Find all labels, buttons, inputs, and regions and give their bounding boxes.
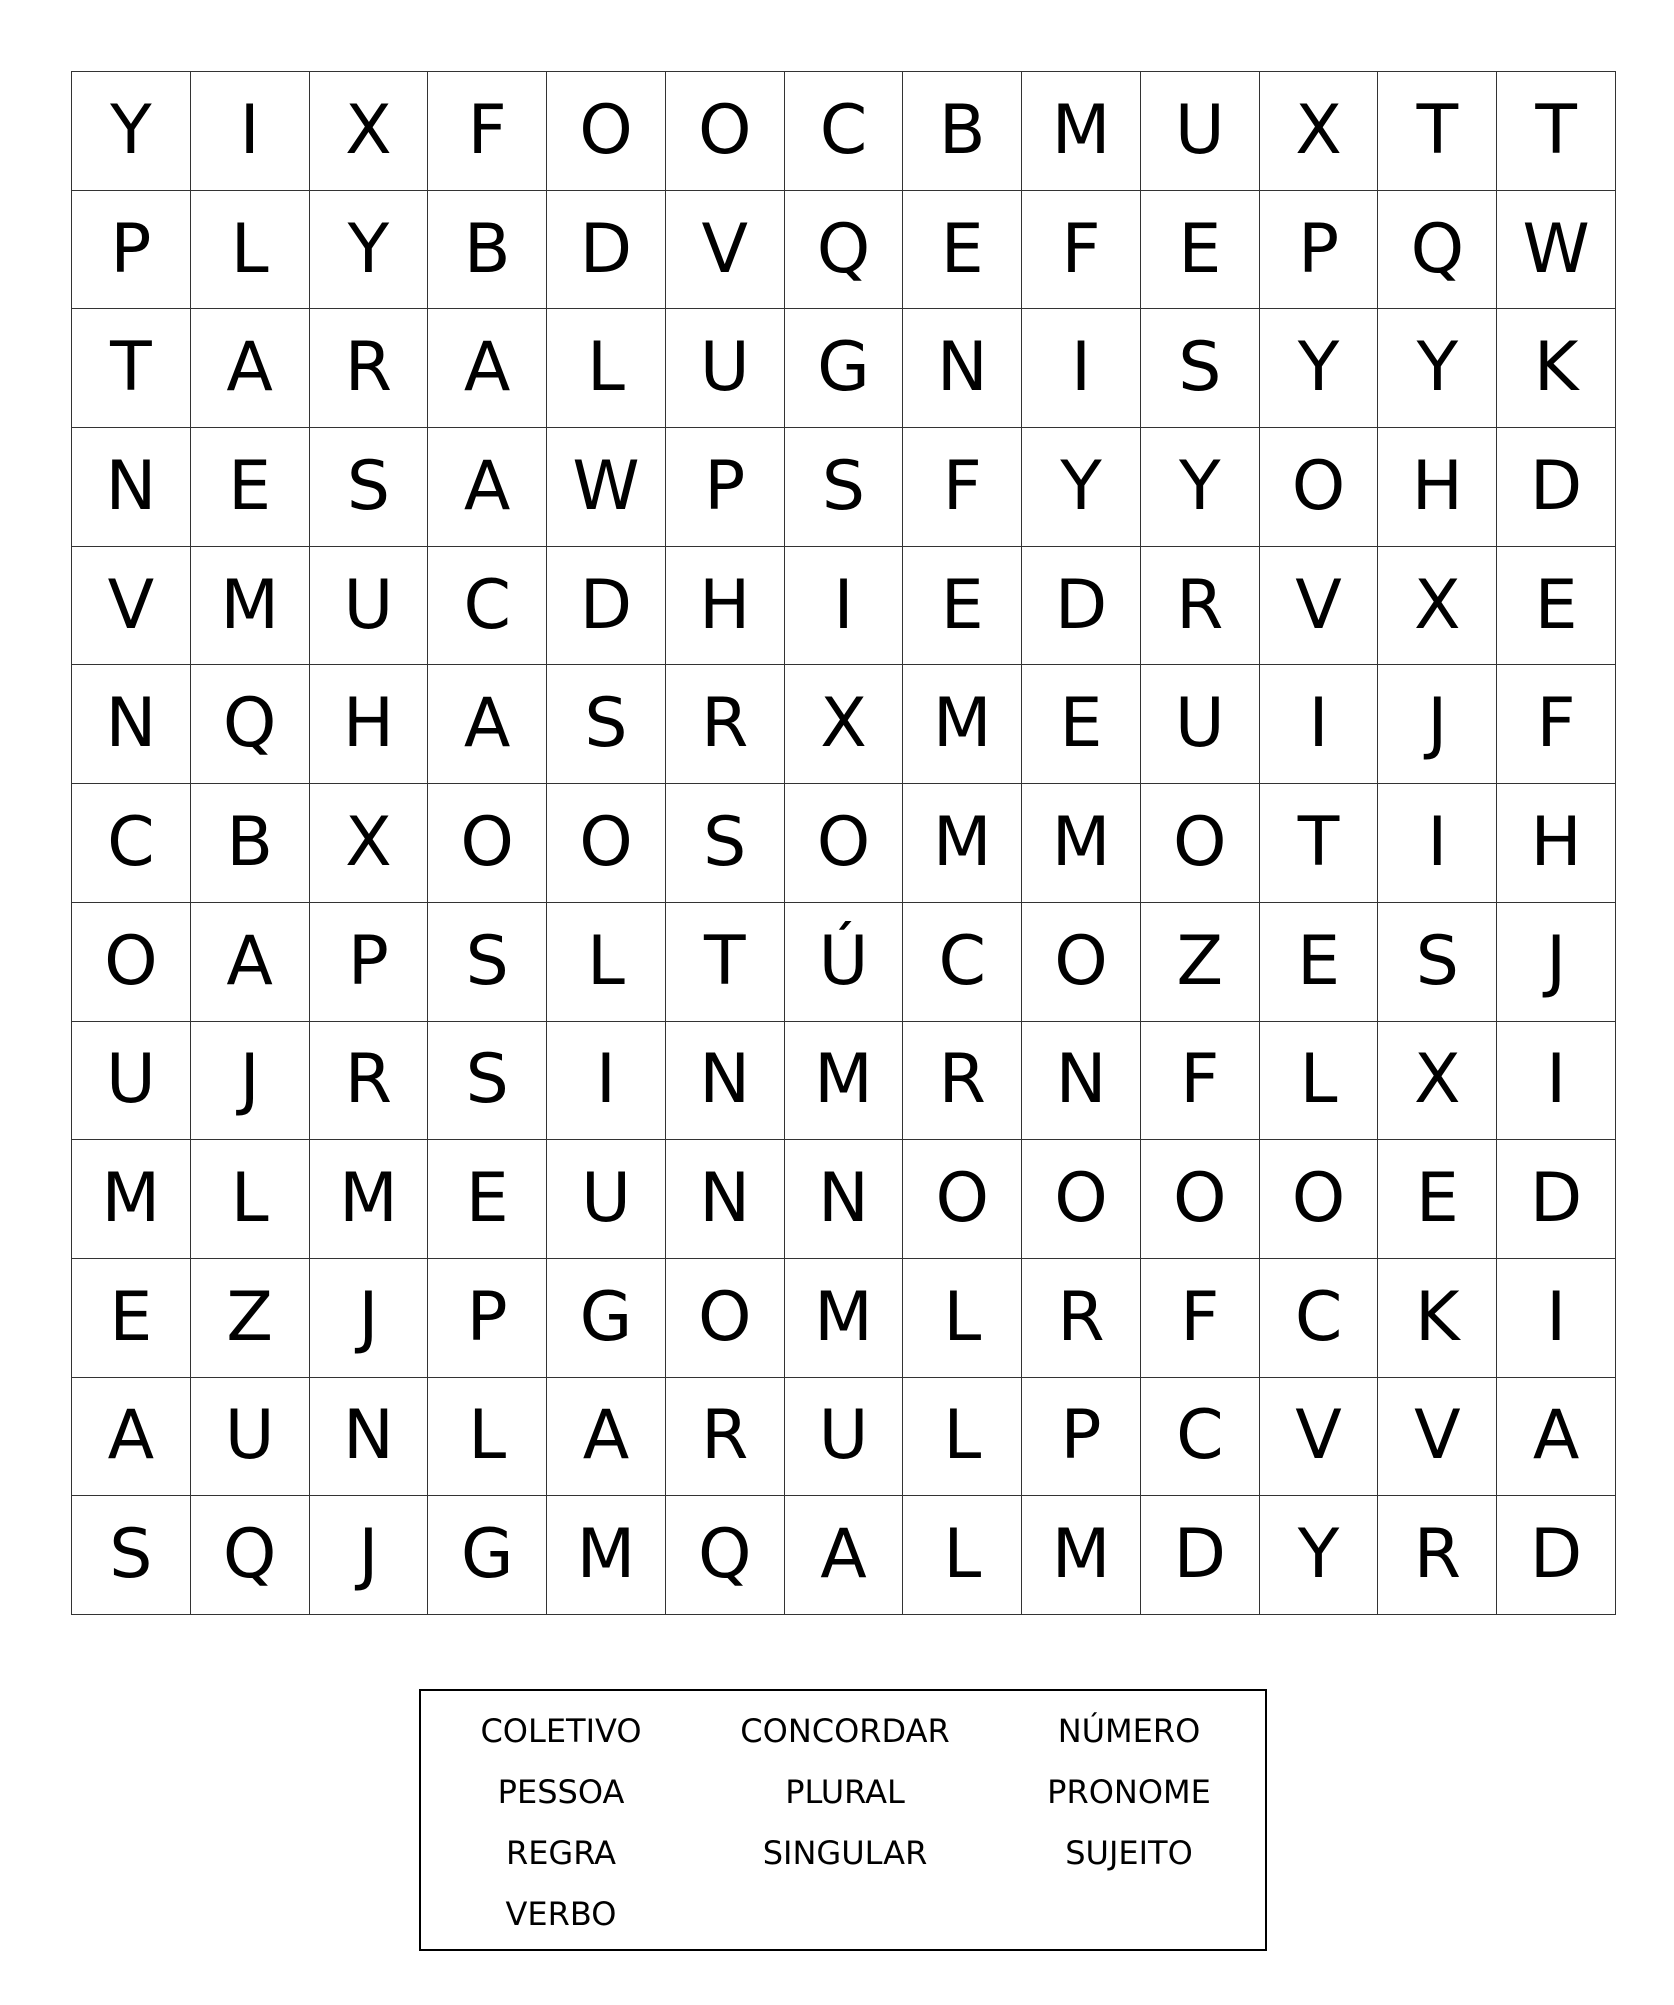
grid-cell[interactable]: N	[666, 1140, 785, 1259]
grid-cell[interactable]: D	[1497, 428, 1616, 547]
grid-cell[interactable]: S	[547, 665, 666, 784]
word-list-item: SINGULAR	[762, 1834, 928, 1872]
grid-cell[interactable]: D	[547, 191, 666, 310]
grid-cell[interactable]: R	[310, 309, 429, 428]
grid-cell[interactable]: O	[1022, 1140, 1141, 1259]
grid-cell[interactable]: V	[666, 191, 785, 310]
grid-cell[interactable]: A	[1497, 1378, 1616, 1497]
grid-cell[interactable]: Q	[666, 1496, 785, 1615]
grid-cell[interactable]: M	[310, 1140, 429, 1259]
grid-cell[interactable]: I	[785, 547, 904, 666]
grid-cell[interactable]: O	[903, 1140, 1022, 1259]
grid-cell[interactable]: X	[785, 665, 904, 784]
grid-cell[interactable]: J	[1497, 903, 1616, 1022]
grid-cell[interactable]: R	[666, 1378, 785, 1497]
grid-cell[interactable]: P	[72, 191, 191, 310]
grid-cell[interactable]: D	[547, 547, 666, 666]
grid-cell[interactable]: O	[1022, 903, 1141, 1022]
grid-cell[interactable]: O	[666, 1259, 785, 1378]
word-list-item: REGRA	[505, 1834, 617, 1872]
grid-cell[interactable]: E	[903, 191, 1022, 310]
grid-cell[interactable]: M	[191, 547, 310, 666]
grid-cell[interactable]: L	[428, 1378, 547, 1497]
grid-cell[interactable]: L	[903, 1378, 1022, 1497]
grid-cell[interactable]: K	[1497, 309, 1616, 428]
grid-cell[interactable]: B	[903, 72, 1022, 191]
grid-cell[interactable]: E	[72, 1259, 191, 1378]
grid-cell[interactable]: G	[428, 1496, 547, 1615]
grid-cell[interactable]: O	[547, 784, 666, 903]
grid-cell[interactable]: D	[1022, 547, 1141, 666]
word-list-item: PESSOA	[497, 1773, 625, 1811]
grid-cell[interactable]: S	[1378, 903, 1497, 1022]
grid-cell[interactable]: A	[72, 1378, 191, 1497]
grid-cell[interactable]: A	[785, 1496, 904, 1615]
grid-cell[interactable]: S	[785, 428, 904, 547]
grid-cell[interactable]: P	[1260, 191, 1379, 310]
grid-cell[interactable]: A	[428, 428, 547, 547]
grid-cell[interactable]: T	[72, 309, 191, 428]
grid-cell[interactable]: J	[1378, 665, 1497, 784]
grid-cell[interactable]: F	[903, 428, 1022, 547]
grid-cell[interactable]: Ú	[785, 903, 904, 1022]
grid-cell[interactable]: F	[1497, 665, 1616, 784]
grid-cell[interactable]: K	[1378, 1259, 1497, 1378]
grid-cell[interactable]: X	[1260, 72, 1379, 191]
grid-cell[interactable]: H	[1497, 784, 1616, 903]
grid-cell[interactable]: Y	[72, 72, 191, 191]
grid-cell[interactable]: L	[191, 1140, 310, 1259]
grid-cell[interactable]: B	[428, 191, 547, 310]
grid-cell[interactable]: M	[903, 784, 1022, 903]
grid-cell[interactable]: Y	[1260, 1496, 1379, 1615]
grid-cell[interactable]: U	[1141, 665, 1260, 784]
grid-cell[interactable]: E	[1141, 191, 1260, 310]
grid-cell[interactable]: S	[310, 428, 429, 547]
grid-cell[interactable]: F	[1022, 191, 1141, 310]
grid-cell[interactable]: A	[191, 309, 310, 428]
grid-cell[interactable]: I	[191, 72, 310, 191]
word-list-item: NÚMERO	[1057, 1712, 1201, 1750]
grid-cell[interactable]: U	[310, 547, 429, 666]
grid-cell[interactable]: W	[547, 428, 666, 547]
grid-cell[interactable]: L	[903, 1496, 1022, 1615]
grid-cell[interactable]: I	[1497, 1022, 1616, 1141]
grid-cell[interactable]: N	[903, 309, 1022, 428]
grid-cell[interactable]: T	[1378, 72, 1497, 191]
grid-cell[interactable]: S	[428, 903, 547, 1022]
grid-cell[interactable]: R	[1022, 1259, 1141, 1378]
grid-cell[interactable]: R	[1378, 1496, 1497, 1615]
grid-cell[interactable]: E	[1378, 1140, 1497, 1259]
grid-cell[interactable]: P	[428, 1259, 547, 1378]
grid-cell[interactable]: L	[903, 1259, 1022, 1378]
word-search-grid	[71, 71, 1616, 1615]
grid-cell[interactable]: A	[428, 665, 547, 784]
grid-cell[interactable]: M	[903, 665, 1022, 784]
grid-cell[interactable]: T	[1497, 72, 1616, 191]
grid-cell[interactable]: C	[903, 903, 1022, 1022]
grid-cell[interactable]: L	[547, 903, 666, 1022]
grid-cell[interactable]: C	[428, 547, 547, 666]
grid-cell[interactable]: N	[72, 428, 191, 547]
grid-cell[interactable]: N	[666, 1022, 785, 1141]
grid-cell[interactable]: X	[1378, 1022, 1497, 1141]
grid-cell[interactable]: R	[903, 1022, 1022, 1141]
grid-cell[interactable]: N	[72, 665, 191, 784]
grid-cell[interactable]: X	[310, 72, 429, 191]
grid-cell[interactable]: U	[72, 1022, 191, 1141]
grid-cell[interactable]: E	[1260, 903, 1379, 1022]
grid-cell[interactable]: V	[1260, 1378, 1379, 1497]
grid-cell[interactable]: J	[310, 1259, 429, 1378]
grid-cell[interactable]: S	[72, 1496, 191, 1615]
grid-cell[interactable]: N	[1022, 1022, 1141, 1141]
grid-cell[interactable]: J	[310, 1496, 429, 1615]
grid-cell[interactable]: I	[1260, 665, 1379, 784]
grid-cell[interactable]: P	[1022, 1378, 1141, 1497]
grid-cell[interactable]: C	[72, 784, 191, 903]
grid-cell[interactable]: H	[310, 665, 429, 784]
grid-cell[interactable]: P	[310, 903, 429, 1022]
word-list	[419, 1689, 1267, 1951]
grid-cell[interactable]: S	[666, 784, 785, 903]
grid-cell[interactable]: S	[1141, 309, 1260, 428]
grid-cell[interactable]: C	[1141, 1378, 1260, 1497]
grid-cell[interactable]: J	[191, 1022, 310, 1141]
grid-cell[interactable]: Z	[191, 1259, 310, 1378]
grid-cell[interactable]: O	[72, 903, 191, 1022]
grid-cell[interactable]: F	[1141, 1022, 1260, 1141]
grid-cell[interactable]: D	[1141, 1496, 1260, 1615]
grid-cell[interactable]: C	[1260, 1259, 1379, 1378]
grid-cell[interactable]: M	[1022, 784, 1141, 903]
grid-cell[interactable]: I	[1497, 1259, 1616, 1378]
grid-cell[interactable]: D	[1497, 1140, 1616, 1259]
grid-cell[interactable]: P	[666, 428, 785, 547]
grid-cell[interactable]: O	[1141, 784, 1260, 903]
grid-cell[interactable]: N	[785, 1140, 904, 1259]
grid-cell[interactable]: U	[1141, 72, 1260, 191]
grid-cell[interactable]: I	[1378, 784, 1497, 903]
grid-cell[interactable]: E	[428, 1140, 547, 1259]
grid-cell[interactable]: X	[1378, 547, 1497, 666]
grid-cell[interactable]: Y	[1141, 428, 1260, 547]
grid-cell[interactable]: M	[547, 1496, 666, 1615]
word-list-item: CONCORDAR	[740, 1712, 950, 1750]
grid-cell[interactable]: M	[1022, 1496, 1141, 1615]
grid-cell[interactable]: Y	[1260, 309, 1379, 428]
word-list-item: COLETIVO	[480, 1712, 642, 1750]
grid-cell[interactable]: G	[785, 309, 904, 428]
grid-cell[interactable]: A	[547, 1378, 666, 1497]
grid-cell[interactable]: Z	[1141, 903, 1260, 1022]
grid-cell[interactable]: S	[428, 1022, 547, 1141]
grid-cell[interactable]: Y	[310, 191, 429, 310]
grid-cell[interactable]: V	[72, 547, 191, 666]
grid-cell[interactable]: F	[428, 72, 547, 191]
grid-cell[interactable]: V	[1260, 547, 1379, 666]
grid-cell[interactable]: T	[666, 903, 785, 1022]
grid-cell[interactable]: Y	[1022, 428, 1141, 547]
grid-cell[interactable]: H	[666, 547, 785, 666]
grid-cell[interactable]: F	[1141, 1259, 1260, 1378]
grid-cell[interactable]: T	[1260, 784, 1379, 903]
grid-cell[interactable]: O	[428, 784, 547, 903]
grid-cell[interactable]: Q	[1378, 191, 1497, 310]
grid-cell[interactable]: Q	[191, 665, 310, 784]
grid-cell[interactable]: A	[191, 903, 310, 1022]
grid-cell[interactable]: U	[547, 1140, 666, 1259]
grid-cell[interactable]: O	[1260, 1140, 1379, 1259]
word-list-item: PLURAL	[785, 1773, 905, 1811]
grid-cell[interactable]: Q	[785, 191, 904, 310]
grid-cell[interactable]: W	[1497, 191, 1616, 310]
word-list-item: VERBO	[505, 1895, 617, 1933]
grid-cell[interactable]: L	[191, 191, 310, 310]
grid-cell[interactable]: I	[1022, 309, 1141, 428]
grid-cell[interactable]: M	[72, 1140, 191, 1259]
grid-cell[interactable]: Y	[1378, 309, 1497, 428]
word-list-item: PRONOME	[1047, 1773, 1211, 1811]
grid-cell[interactable]: E	[191, 428, 310, 547]
grid-cell[interactable]: Q	[191, 1496, 310, 1615]
grid-cell[interactable]: O	[785, 784, 904, 903]
grid-cell[interactable]: I	[547, 1022, 666, 1141]
grid-cell[interactable]: M	[785, 1022, 904, 1141]
grid-cell[interactable]: C	[785, 72, 904, 191]
grid-cell[interactable]: O	[547, 72, 666, 191]
grid-cell[interactable]: R	[1141, 547, 1260, 666]
grid-cell[interactable]: V	[1378, 1378, 1497, 1497]
grid-cell[interactable]: R	[310, 1022, 429, 1141]
grid-cell[interactable]: G	[547, 1259, 666, 1378]
grid-cell[interactable]: M	[1022, 72, 1141, 191]
grid-cell[interactable]: O	[1260, 428, 1379, 547]
word-list-item: SUJEITO	[1065, 1834, 1193, 1872]
grid-cell[interactable]: L	[547, 309, 666, 428]
grid-cell[interactable]: U	[666, 309, 785, 428]
grid-cell[interactable]: O	[1141, 1140, 1260, 1259]
grid-cell[interactable]: L	[1260, 1022, 1379, 1141]
grid-cell[interactable]: O	[666, 72, 785, 191]
grid-cell[interactable]: A	[428, 309, 547, 428]
grid-cell[interactable]: U	[191, 1378, 310, 1497]
grid-cell[interactable]: U	[785, 1378, 904, 1497]
grid-cell[interactable]: E	[1022, 665, 1141, 784]
grid-cell[interactable]: E	[903, 547, 1022, 666]
grid-cell[interactable]: D	[1497, 1496, 1616, 1615]
grid-cell[interactable]: M	[785, 1259, 904, 1378]
grid-cell[interactable]: X	[310, 784, 429, 903]
grid-cell[interactable]: E	[1497, 547, 1616, 666]
grid-cell[interactable]: N	[310, 1378, 429, 1497]
grid-cell[interactable]: H	[1378, 428, 1497, 547]
grid-cell[interactable]: B	[191, 784, 310, 903]
grid-cell[interactable]: R	[666, 665, 785, 784]
